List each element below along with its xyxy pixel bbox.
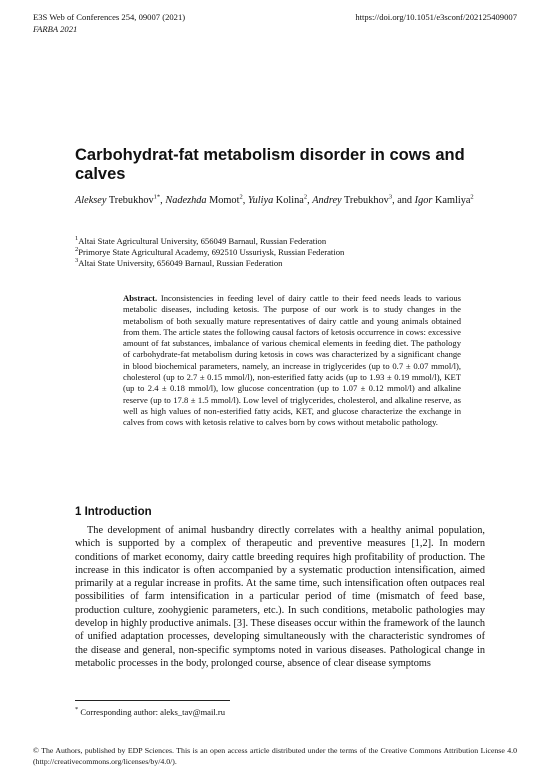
affiliation-text: Altai State University, 656049 Barnaul, Russian Federation: [78, 258, 283, 268]
author-affiliation-mark: 3: [388, 193, 393, 201]
author-last-name: Kamliya: [432, 195, 471, 206]
footnote-rule: [75, 700, 230, 701]
author-separator: ,: [242, 195, 248, 206]
affiliation-mark: 1: [75, 235, 79, 243]
abstract-text: Inconsistencies in feeding level of dairy cattle to their feed needs leads to various metabolic diseases, including ketosis. The purpose of our work is to study changes in the metabolism of both sexually mature representatives of dairy cattle and young animals obtained from them. The article states the following causal factors of ketosis occurrence in cows: excessive amount of fat substances, imbalance of various chemical elements in feeding diet. The pathology of carbohydrate-fat metabolism during ketosis in cows was characterized by a significant change in blood biochemical parameters, namely, an increase in triglycerides (up to 0.7 ± 0.07 mmol/l), cholesterol (up to 2.7 ± 0.15 mmol/l), non-esterified fatty acids (up to 1.93 ± 0.19 mmol/l), KET (up to 2.4 ± 0.18 mmol/l), low glucose concentration (up to 1.07 ± 0.12 mmol/l) and alkaline reserve (up to 17.8 ± 1.5 mmol/l). Low level of triglycerides, cholesterol, and alkaline reserve, as well as high values of non-esterified fatty acids, KET, and glucose characterize the exchange in calves from cows with ketosis relative to calves born by cows without metabolic pathology.: [123, 293, 462, 428]
author-separator: ,: [160, 195, 166, 206]
author-first-name: Igor: [414, 195, 433, 206]
author-affiliation-mark: 1*: [153, 193, 161, 201]
author-affiliation-mark: 2: [303, 193, 308, 201]
author-first-name: Nadezhda: [165, 195, 207, 206]
author-first-name: Yuliya: [247, 195, 274, 206]
author: [75, 195, 160, 206]
section-heading: 1 Introduction: [75, 506, 152, 518]
affiliation: [75, 258, 495, 269]
author: [248, 195, 307, 206]
author-last-name: Trebukhov: [106, 195, 154, 206]
conference-name: FARBA 2021: [33, 24, 78, 34]
author-last-name: Kolina: [273, 195, 304, 206]
doi-link[interactable]: https://doi.org/10.1051/e3sconf/202125409007: [355, 12, 517, 22]
affiliation-text: Altai State Agricultural University, 656049 Barnaul, Russian Federation: [78, 236, 327, 246]
footnote-text: Corresponding author: aleks_tav@mail.ru: [80, 707, 226, 717]
affiliation-text: Primorye State Agricultural Academy, 692510 Ussuriysk, Russian Federation: [78, 247, 345, 257]
author-separator: ,: [307, 195, 313, 206]
affiliation-list: [75, 236, 495, 269]
author-list: [75, 195, 485, 208]
section-body: The development of animal husbandry directly correlates with a healthy animal population, which is supported by a complex of therapeutic and preventive measures [1,2]. In modern conditions of market economy, dairy cattle breeding requires high profitability of production. The increase in this indicator is often accompanied by a systematic production intensification, aimed primarily at a regular increase in profits. At the same time, such intensification often outpaces real possibilities of farm intensification in a particular period of time (mismatch of feed base, production culture, zoohygienic parameters, etc.). In such conditions, metabolic pathologies may develop in highly productive animals. [3]. These diseases occur within the framework of the launch of unified adaptation processes, developing simultaneously with the characteristic syndromes of the disease and general, non-specific symptoms noted in various diseases. Pathological change in metabolic processes in the body, prolonged course, absence of clear disease symptoms: [75, 525, 485, 669]
abstract-label: Abstract.: [123, 293, 158, 303]
affiliation-mark: 2: [75, 246, 79, 254]
author-last-name: Momot: [206, 195, 240, 206]
footnote-mark: *: [75, 706, 79, 714]
paper-title: Carbohydrat-fat metabolism disorder in cows and calves: [75, 146, 465, 183]
affiliation-mark: 3: [75, 257, 79, 265]
author: [415, 195, 474, 206]
author-separator: , and: [392, 195, 415, 206]
author-affiliation-mark: 2: [239, 193, 243, 201]
affiliation: [75, 236, 495, 247]
author-first-name: Aleksey: [75, 195, 107, 206]
author: [312, 195, 392, 206]
author-affiliation-mark: 2: [470, 193, 474, 201]
author-last-name: Trebukhov: [341, 195, 389, 206]
license-notice: © The Authors, published by EDP Sciences. This is an open access article distributed under the terms of the Creative Commons Attribution License 4.0 (http://creativecommons.org/licenses/by/4.0/).: [33, 746, 517, 766]
abstract: [123, 293, 461, 429]
journal-citation: E3S Web of Conferences 254, 09007 (2021): [33, 12, 186, 22]
author: [165, 195, 242, 206]
affiliation: [75, 247, 495, 258]
author-first-name: Andrey: [312, 195, 342, 206]
footnote: [75, 707, 225, 717]
